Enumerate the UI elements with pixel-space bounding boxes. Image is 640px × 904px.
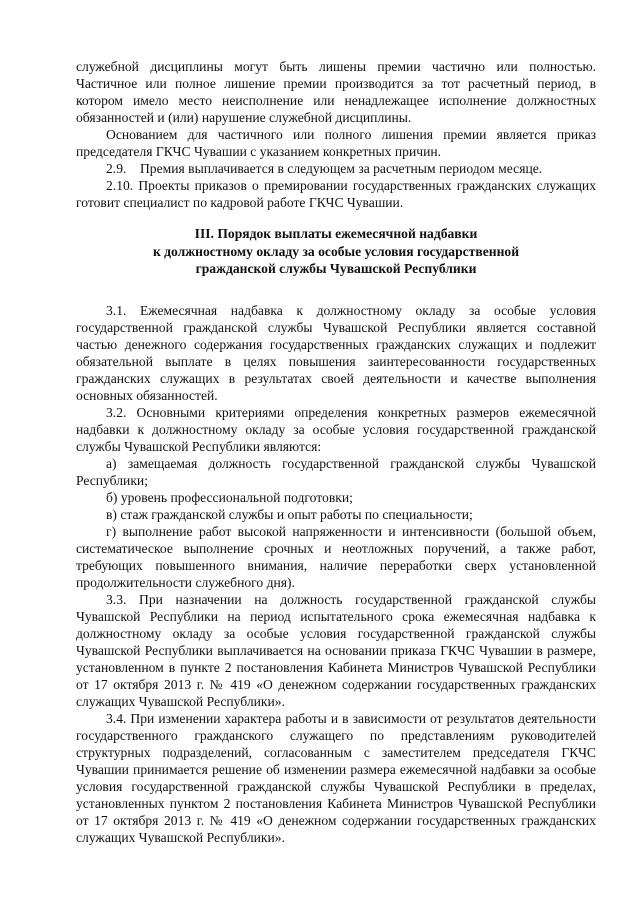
section-heading-line-1: III. Порядок выплаты ежемесячной надбавки xyxy=(194,226,478,241)
list-item-d: г) выполнение работ высокой напряженности и интенсивности (большой объем, систематическое выполнение срочных и неотложных поручений, а также работ, требующих повышенного внимания, наличие переработки сверх установленной продолжительности служебного дня). xyxy=(76,523,596,590)
list-item-a: а) замещаемая должность государственной гражданской службы Чувашской Республики; xyxy=(76,455,596,488)
section-heading-line-3: гражданской службы Чувашской Республики xyxy=(195,261,477,276)
paragraph-deprivation-basis: Основанием для частичного или полного лишения премии является приказ председателя ГКЧС Чувашии с указанием конкретных причин. xyxy=(76,127,596,159)
paragraph-3-1: 3.1. Ежемесячная надбавка к должностному окладу за особые условия государственной гражданской службы Чувашской Республики является составной частью денежного содержания государственных гражданских служащих и подлежит обязательной выплате в целях повышения заинтересованности государственных гражданских служащих в результатах своей деятельности и качестве выполнения основных обязанностей. xyxy=(76,302,596,403)
list-item-b: б) уровень профессиональной подготовки; xyxy=(106,489,353,505)
section-heading xyxy=(76,225,596,278)
section-heading-line-2: к должностному окладу за особые условия государственной xyxy=(152,243,520,259)
paragraph-3-3: 3.3. При назначении на должность государственной гражданской службы Чувашской Республики на период испытательного срока ежемесячная надбавка к должностному окладу за особые условия государственной гражданской службы Чувашской Республики выплачивается на основании приказа ГКЧС Чувашии в размере, установленном в пункте 2 постановления Кабинета Министров Чувашской Республики от 17 октября 2013 г. № 419 «О денежном содержании государственных гражданских служащих Чувашской Республики». xyxy=(76,591,596,709)
paragraph-2-10: 2.10. Проекты приказов о премировании государственных гражданских служащих готовит специалист по кадровой работе ГКЧС Чувашии. xyxy=(76,178,596,210)
list-item-c: в) стаж гражданской службы и опыт работы по специальности; xyxy=(106,506,473,522)
paragraph-2-9: 2.9. Премия выплачивается в следующем за расчетным периодом месяце. xyxy=(106,161,543,176)
document-page xyxy=(76,58,596,846)
paragraph-3-4: 3.4. При изменении характера работы и в зависимости от результатов деятельности государственного гражданского служащего по представлениям руководителей структурных подразделений, согласованным с заместителем председателя ГКЧС Чувашии принимается решение об изменении размера ежемесячной надбавки за особые условия государственной гражданской службы Чувашской Республики в пределах, установленных пунктом 2 постановления Кабинета Министров Чувашской Республики от 17 октября 2013 г. № 419 «О денежном содержании государственных гражданских служащих Чувашской Республики». xyxy=(76,710,596,845)
paragraph-continuation: служебной дисциплины могут быть лишены премии частично или полностью. Частичное или полное лишение премии производится за тот расчетный период, в котором имело место неисполнение или ненадлежащее исполнение должностных обязанностей и (или) нарушение служебной дисциплины. xyxy=(76,59,596,125)
paragraph-3-2: 3.2. Основными критериями определения конкретных размеров ежемесячной надбавки к должностному окладу за особые условия государственной гражданской службы Чувашской Республики являются: xyxy=(76,404,596,454)
